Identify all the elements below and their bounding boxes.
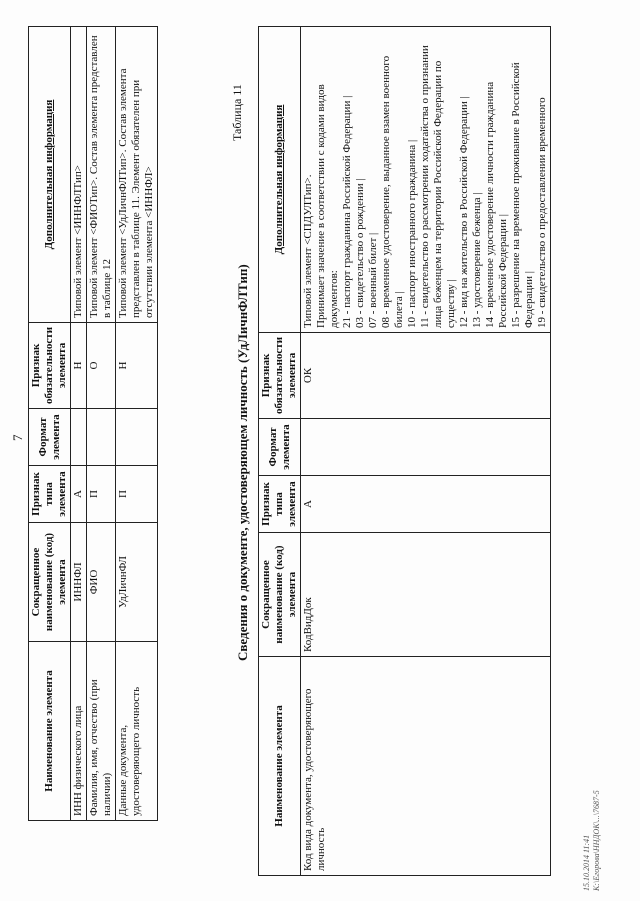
info-cell: [301, 27, 551, 333]
cell: А: [301, 476, 551, 533]
col-header: Сокращенное наименование (код) элемента: [29, 523, 71, 642]
col-header: Формат элемента: [259, 419, 301, 476]
table-header-row: [259, 27, 301, 876]
table-row: [71, 27, 87, 821]
cell: Код вида документа, удостоверяющего личность: [301, 657, 551, 876]
col-header: Дополнительная информация: [259, 27, 301, 333]
cell: Данные документа, удостоверяющего личность: [116, 642, 158, 821]
info-line: 08 - временное удостоверение, выданное взамен военного билета |: [380, 55, 405, 328]
footer-line: 15.10.2014 11:41: [582, 834, 591, 891]
cell: ИНН физического лица: [71, 642, 87, 821]
cell: О: [87, 322, 116, 408]
info-line: 07 - военный билет |: [367, 232, 379, 328]
col-header: Сокращенное наименование (код) элемента: [259, 533, 301, 657]
cell: Типовой элемент <ИННФЛТип>: [71, 27, 87, 323]
info-line: 21 - паспорт гражданина Российской Федерации |: [341, 95, 353, 328]
cell: П: [116, 466, 158, 523]
cell: ФИО: [87, 523, 116, 642]
elements-table: [28, 26, 158, 821]
page-number: 7: [10, 434, 25, 441]
cell: Типовой элемент <ФИОТип>. Состав элемента представлен в таблице 12: [87, 27, 116, 323]
footer-note: [582, 790, 602, 891]
cell: [87, 409, 116, 466]
table-row: [87, 27, 116, 821]
col-header: Наименование элемента: [259, 657, 301, 876]
cell: Н: [116, 322, 158, 408]
col-header: Признак обязательности элемента: [259, 332, 301, 418]
cell: КодВидДок: [301, 533, 551, 657]
info-line: 03 - свидетельство о рождении |: [354, 178, 366, 328]
col-header: Признак обязательности элемента: [29, 322, 71, 408]
col-header: Наименование элемента: [29, 642, 71, 821]
cell: [301, 419, 551, 476]
col-header: Дополнительная информация: [29, 27, 71, 323]
document-elements-table: [258, 26, 551, 876]
cell: ОК: [301, 332, 551, 418]
section-title: Сведения о документе, удостоверяющем личность (УдЛичнФЛТип): [235, 264, 250, 661]
table-label: Таблица 11: [230, 84, 244, 141]
cell: П: [87, 466, 116, 523]
cell: Н: [71, 322, 87, 408]
cell: ИННФЛ: [71, 523, 87, 642]
cell: [71, 409, 87, 466]
cell: А: [71, 466, 87, 523]
col-header: Признак типа элемента: [29, 466, 71, 523]
cell: Фамилия, имя, отчество (при наличии): [87, 642, 116, 821]
info-line: 10 - паспорт иностранного гражданина |: [406, 139, 418, 328]
info-line: 11 - свидетельство о рассмотрении ходатайства о признании лица беженцем на территории Российской Федерации по существу |: [419, 45, 457, 328]
cell: Типовой элемент <УдЛичнФЛТип>. Состав элемента представлен в таблице 11. Элемент обязателен при отсутствии элемента <ИННФЛ>: [116, 27, 158, 323]
info-line: 12 - вид на жительство в Российской Федерации |: [458, 96, 470, 328]
table-row: [116, 27, 158, 821]
info-line: Принимает значение в соответствии с кодами видов документов:: [315, 84, 340, 328]
info-line: 13 - удостоверение беженца |: [471, 192, 483, 328]
col-header: Формат элемента: [29, 409, 71, 466]
table-row: [301, 27, 551, 876]
cell: [116, 409, 158, 466]
footer-line: К:\Егорова\ННДОК\...\7687-5: [592, 790, 601, 891]
col-header: Признак типа элемента: [259, 476, 301, 533]
info-line: Типовой элемент <СПДУЛТип>.: [302, 174, 314, 328]
info-line: 15 - разрешение на временное проживание в Российской Федерации |: [510, 62, 535, 328]
table-header-row: [29, 27, 71, 821]
info-line: 14 - временное удостоверение личности гражданина Российской Федерации |: [484, 81, 509, 328]
cell: УдЛичнФЛ: [116, 523, 158, 642]
info-line: 19 - свидетельство о предоставлении временного: [536, 97, 548, 328]
